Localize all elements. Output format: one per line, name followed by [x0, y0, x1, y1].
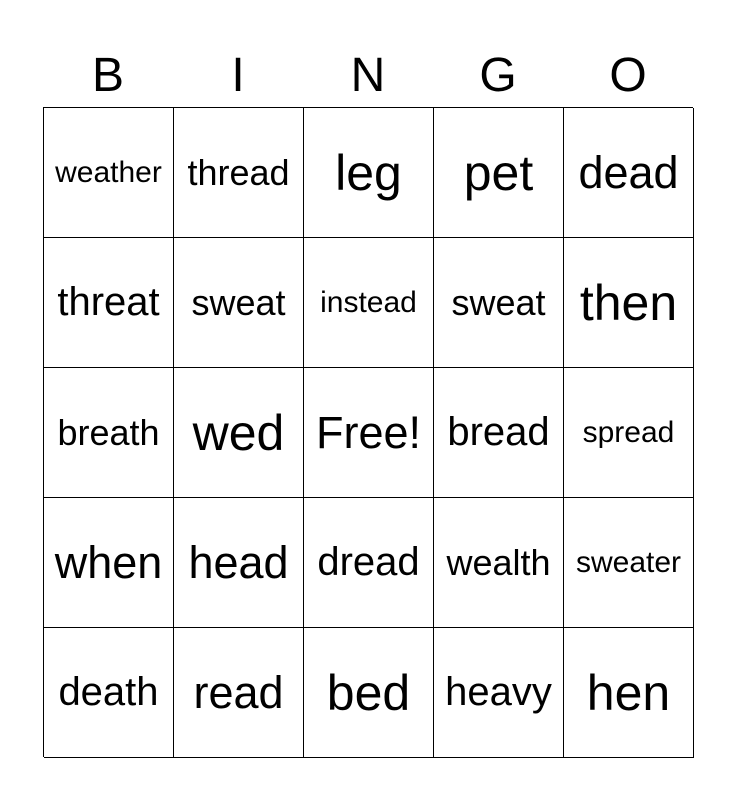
column-letter-g: G — [479, 49, 517, 102]
bingo-cell-r2-c3[interactable]: instead — [304, 238, 434, 368]
column-letter-o: O — [609, 49, 647, 102]
bingo-cell-r2-c1[interactable]: threat — [44, 238, 174, 368]
bingo-cell-r5-c3[interactable]: bed — [304, 628, 434, 758]
bingo-cell-r1-c5[interactable]: dead — [564, 108, 694, 238]
bingo-cell-r5-c1[interactable]: death — [44, 628, 174, 758]
column-letter-i: I — [231, 49, 245, 102]
bingo-cell-r1-c2[interactable]: thread — [174, 108, 304, 238]
bingo-cell-r3-c5[interactable]: spread — [564, 368, 694, 498]
bingo-cell-r5-c5[interactable]: hen — [564, 628, 694, 758]
bingo-cell-r4-c3[interactable]: dread — [304, 498, 434, 628]
bingo-cell-r4-c4[interactable]: wealth — [434, 498, 564, 628]
bingo-cell-r4-c2[interactable]: head — [174, 498, 304, 628]
bingo-cell-r5-c2[interactable]: read — [174, 628, 304, 758]
bingo-cell-r4-c5[interactable]: sweater — [564, 498, 694, 628]
column-letter-n: N — [350, 49, 386, 102]
bingo-cell-r2-c4[interactable]: sweat — [434, 238, 564, 368]
bingo-cell-r1-c4[interactable]: pet — [434, 108, 564, 238]
column-letter-b: B — [91, 49, 124, 102]
bingo-cell-r4-c1[interactable]: when — [44, 498, 174, 628]
bingo-cell-r2-c5[interactable]: then — [564, 238, 694, 368]
bingo-cell-r3-c4[interactable]: bread — [434, 368, 564, 498]
bingo-cell-r1-c3[interactable]: leg — [304, 108, 434, 238]
bingo-cell-r3-c1[interactable]: breath — [44, 368, 174, 498]
bingo-cell-free-space[interactable]: Free! — [304, 368, 434, 498]
bingo-header — [43, 44, 693, 108]
bingo-cell-r5-c4[interactable]: heavy — [434, 628, 564, 758]
bingo-board — [43, 107, 693, 757]
bingo-cell-r1-c1[interactable]: weather — [44, 108, 174, 238]
bingo-cell-r3-c2[interactable]: wed — [174, 368, 304, 498]
bingo-cell-r2-c2[interactable]: sweat — [174, 238, 304, 368]
